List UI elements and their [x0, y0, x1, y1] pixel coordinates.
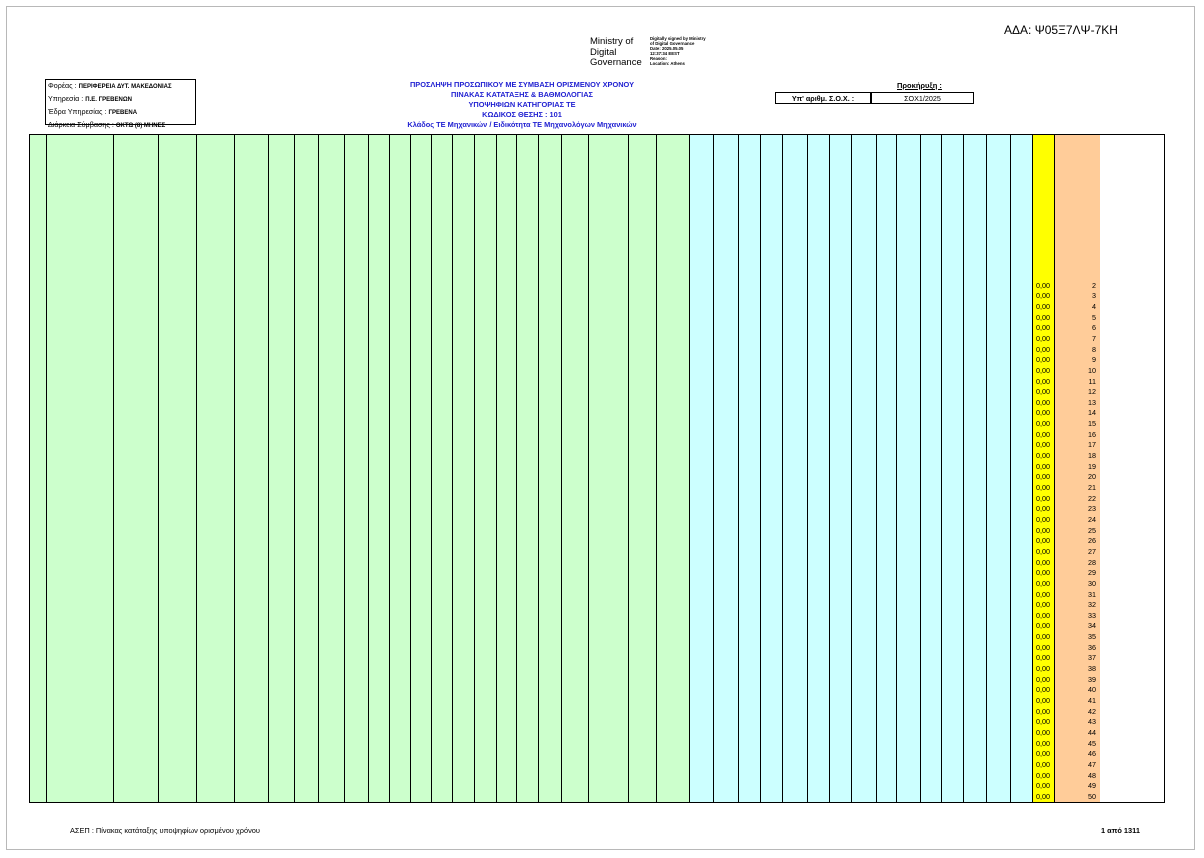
total-cell: 0,00	[1036, 387, 1050, 397]
column-header	[657, 148, 689, 256]
column-header	[47, 137, 113, 266]
table-column	[47, 135, 114, 802]
rank-cell: 6	[1092, 323, 1096, 333]
table-cell	[562, 270, 588, 279]
rank-cell: 18	[1088, 451, 1096, 461]
rank-cell: 46	[1088, 749, 1096, 759]
column-header	[942, 148, 963, 266]
total-cell: 0,00	[1036, 429, 1050, 439]
table-column	[453, 135, 475, 802]
document-page	[6, 6, 1195, 850]
table-cell	[830, 270, 851, 279]
rank-cell: 4	[1092, 301, 1096, 311]
table-cell	[657, 270, 689, 279]
table-cell	[197, 270, 234, 279]
table-column	[690, 135, 714, 802]
total-cell: 0,00	[1036, 355, 1050, 365]
total-cell: 0,00	[1036, 483, 1050, 492]
table-cell	[739, 270, 760, 279]
table-cell	[964, 270, 986, 279]
rank-cell: 15	[1088, 419, 1096, 429]
rank-cell: 28	[1088, 557, 1096, 567]
table-column	[877, 135, 897, 802]
column-number	[589, 258, 628, 268]
rank-cell: 25	[1088, 525, 1096, 535]
total-cell: 0,00	[1036, 610, 1050, 620]
rank-cell: 43	[1088, 717, 1096, 727]
column-header	[295, 137, 318, 266]
total-cell: 0,00	[1036, 365, 1050, 375]
rank-cell: 13	[1088, 397, 1096, 407]
column-header	[808, 148, 829, 266]
column-header	[987, 148, 1010, 266]
total-cell: 0,00	[1036, 546, 1050, 556]
column-header	[319, 148, 344, 256]
total-cell: 0,00	[1036, 759, 1050, 769]
rank-cell: 37	[1088, 653, 1096, 663]
column-header	[629, 148, 656, 256]
agency-info-box: Φορέας : ΠΕΡΙΦΕΡΕΙΑ ΔΥΤ. ΜΑΚΕΔΟΝΙΑΣ Υπηρεσία : Π.Ε. ΓΡΕΒΕΝΩΝ Έδρα Υπηρεσίας : ΓΡΕΒΕΝΑ Διάρκεια Σύμβασης : ΟΚΤΩ (8) ΜΗΝΕΣ	[45, 79, 196, 125]
total-cell: 0,00	[1036, 674, 1050, 684]
column-number	[411, 258, 431, 268]
column-header	[432, 148, 452, 256]
table-column	[30, 135, 47, 802]
column-header	[30, 137, 46, 266]
column-header	[539, 148, 561, 256]
table-column	[475, 135, 497, 802]
column-header	[369, 148, 389, 256]
rank-cell: 17	[1088, 440, 1096, 450]
total-cell: 0,00	[1036, 514, 1050, 524]
column-number	[629, 258, 656, 268]
total-cell: 0,00	[1036, 397, 1050, 407]
total-cell: 0,00	[1036, 408, 1050, 418]
column-number	[390, 258, 410, 268]
rank-cell: 31	[1088, 589, 1096, 599]
rank-cell: 44	[1088, 727, 1096, 737]
table-column	[657, 135, 690, 802]
rank-cell: 39	[1088, 674, 1096, 684]
rank-cell: 24	[1088, 514, 1096, 524]
table-cell	[517, 270, 538, 279]
rank-cell: 20	[1088, 472, 1096, 482]
total-cell: 0,00	[1036, 568, 1050, 578]
column-number	[369, 258, 389, 268]
table-cell	[114, 270, 158, 279]
table-column	[390, 135, 411, 802]
column-header	[964, 148, 986, 266]
table-cell	[690, 270, 713, 279]
column-header	[783, 148, 807, 266]
column-number	[657, 258, 689, 268]
table-column	[369, 135, 390, 802]
table-column	[269, 135, 295, 802]
table-column	[159, 135, 197, 802]
table-cell	[235, 270, 268, 279]
total-cell: 0,00	[1036, 727, 1050, 737]
table-cell	[295, 270, 318, 279]
table-column	[235, 135, 269, 802]
table-column	[197, 135, 235, 802]
table-column	[589, 135, 629, 802]
total-cell: 0,00	[1036, 504, 1050, 514]
column-header	[411, 148, 431, 256]
total-cell: 0,00	[1036, 632, 1050, 642]
total-cell: 0,00	[1036, 493, 1050, 503]
rank-cell: 19	[1088, 461, 1096, 471]
column-header	[589, 148, 628, 256]
total-cell: 0,00	[1036, 578, 1050, 588]
total-cell: 0,00	[1036, 664, 1050, 674]
rank-cell: 36	[1088, 642, 1096, 652]
column-number	[345, 258, 368, 268]
table-column	[497, 135, 517, 802]
rank-cell: 49	[1088, 781, 1096, 791]
total-cell: 0,00	[1036, 706, 1050, 716]
rank-cell: 48	[1088, 770, 1096, 780]
table-cell	[319, 270, 344, 279]
rank-cell: 10	[1088, 365, 1096, 375]
rank-cell: 45	[1088, 738, 1096, 748]
rank-cell: 38	[1088, 664, 1096, 674]
ada-code: ΑΔΑ: Ψ05Ξ7ΛΨ-7ΚΗ	[1004, 23, 1118, 37]
table-column	[539, 135, 562, 802]
table-cell	[921, 270, 941, 279]
column-header	[690, 148, 713, 266]
ministry-logo: Ministry of Digital Governance	[590, 36, 642, 68]
table-cell	[1055, 270, 1100, 279]
column-header	[1055, 137, 1100, 266]
table-column	[629, 135, 657, 802]
total-cell: 0,00	[1036, 589, 1050, 599]
table-column	[411, 135, 432, 802]
footer-caption: ΑΣΕΠ : Πίνακας κατάταξης υποψηφίων ορισμένου χρόνου	[70, 826, 260, 835]
table-cell	[987, 270, 1010, 279]
column-header	[921, 148, 941, 266]
total-cell: 0,00	[1036, 301, 1050, 311]
table-cell	[269, 270, 294, 279]
total-cell: 0,00	[1036, 717, 1050, 727]
total-cell: 0,00	[1036, 440, 1050, 450]
column-header	[345, 148, 368, 256]
table-column	[739, 135, 761, 802]
table-column	[1033, 135, 1055, 802]
column-header	[453, 148, 474, 256]
table-cell	[159, 270, 196, 279]
column-number	[562, 258, 588, 268]
column-number	[517, 258, 538, 268]
table-column	[987, 135, 1011, 802]
column-number	[319, 258, 344, 268]
rank-cell: 34	[1088, 621, 1096, 631]
total-cell: 0,00	[1036, 333, 1050, 343]
column-header	[761, 148, 782, 266]
table-column	[432, 135, 453, 802]
rank-cell: 11	[1088, 376, 1096, 386]
total-cell: 0,00	[1036, 312, 1050, 322]
page-counter: 1 από 1311	[1101, 826, 1140, 835]
total-cell: 0,00	[1036, 461, 1050, 471]
total-cell: 0,00	[1036, 557, 1050, 567]
table-cell	[808, 270, 829, 279]
table-cell	[629, 270, 656, 279]
table-column	[964, 135, 987, 802]
table-column	[852, 135, 877, 802]
table-column	[714, 135, 739, 802]
table-cell	[497, 270, 516, 279]
table-column	[897, 135, 921, 802]
column-header	[517, 148, 538, 256]
column-header	[475, 148, 496, 256]
rank-cell: 5	[1092, 312, 1096, 322]
column-header	[714, 148, 738, 266]
document-titles: ΠΡΟΣΛΗΨΗ ΠΡΟΣΩΠΙΚΟΥ ΜΕ ΣΥΜΒΑΣΗ ΟΡΙΣΜΕΝΟΥ ΧΡΟΝΟΥ ΠΙΝΑΚΑΣ ΚΑΤΑΤΑΞΗΣ & ΒΑΘΜΟΛΟΓΙΑΣ ΥΠΟΨΗΦΙΩΝ ΚΑΤΗΓΟΡΙΑΣ ΤΕ ΚΩΔΙΚΟΣ ΘΕΣΗΣ : 101 Κλάδος ΤΕ Μηχανικών / Ειδικότητα ΤΕ Μηχανολόγων Μηχανικών	[407, 80, 637, 129]
rank-cell: 41	[1088, 696, 1096, 705]
total-cell: 0,00	[1036, 770, 1050, 780]
table-column	[942, 135, 964, 802]
table-cell	[783, 270, 807, 279]
rank-cell: 27	[1088, 546, 1096, 556]
rank-cell: 9	[1092, 355, 1096, 365]
table-cell	[877, 270, 896, 279]
rank-cell: 21	[1088, 483, 1096, 492]
column-header	[114, 137, 158, 266]
table-cell	[539, 270, 561, 279]
rank-cell: 35	[1088, 632, 1096, 642]
table-cell	[942, 270, 963, 279]
total-cell: 0,00	[1036, 344, 1050, 354]
total-cell: 0,00	[1036, 749, 1050, 759]
column-header	[852, 148, 876, 266]
rank-cell: 42	[1088, 706, 1096, 716]
table-column	[562, 135, 589, 802]
column-header	[897, 148, 920, 266]
total-cell: 0,00	[1036, 600, 1050, 610]
rank-cell: 33	[1088, 610, 1096, 620]
total-cell: 0,00	[1036, 376, 1050, 386]
table-cell	[852, 270, 876, 279]
total-cell: 0,00	[1036, 323, 1050, 333]
column-header	[562, 148, 588, 256]
sox-value: ΣΟΧ1/2025	[871, 92, 974, 104]
total-cell: 0,00	[1036, 419, 1050, 429]
table-cell	[345, 270, 368, 279]
table-column	[761, 135, 783, 802]
table-cell	[47, 270, 113, 279]
table-column	[517, 135, 539, 802]
table-column	[114, 135, 159, 802]
total-cell: 0,00	[1036, 738, 1050, 748]
sox-label: Υπ' αριθμ. Σ.Ο.Χ. :	[775, 92, 871, 104]
rank-cell: 12	[1088, 387, 1096, 397]
table-cell	[411, 270, 431, 279]
column-number	[432, 258, 452, 268]
total-cell: 0,00	[1036, 642, 1050, 652]
rank-cell: 32	[1088, 600, 1096, 610]
table-column	[921, 135, 942, 802]
total-cell: 0,00	[1036, 291, 1050, 301]
table-cell	[453, 270, 474, 279]
total-cell: 0,00	[1036, 781, 1050, 791]
table-cell	[390, 270, 410, 279]
column-header	[235, 137, 268, 266]
table-column	[830, 135, 852, 802]
table-column	[808, 135, 830, 802]
total-cell: 0,00	[1036, 621, 1050, 631]
column-number	[475, 258, 496, 268]
table-cell	[432, 270, 452, 279]
table-column	[345, 135, 369, 802]
rank-cell: 29	[1088, 568, 1096, 578]
column-header	[1011, 148, 1032, 266]
total-cell: 0,00	[1036, 653, 1050, 663]
table-cell	[761, 270, 782, 279]
rank-cell: 30	[1088, 578, 1096, 588]
rank-cell: 7	[1092, 333, 1096, 343]
table-cell	[1011, 270, 1032, 279]
rank-cell: 3	[1092, 291, 1096, 301]
table-cell	[589, 270, 628, 279]
rank-cell: 50	[1088, 791, 1096, 801]
table-cell	[475, 270, 496, 279]
table-cell	[369, 270, 389, 279]
total-cell: 0,00	[1036, 791, 1050, 801]
table-column	[1011, 135, 1033, 802]
rank-cell: 8	[1092, 344, 1096, 354]
rank-cell: 47	[1088, 759, 1096, 769]
column-header	[877, 148, 896, 266]
column-header	[830, 148, 851, 266]
total-cell: 0,00	[1036, 525, 1050, 535]
total-cell: 0,00	[1036, 685, 1050, 695]
rank-cell: 40	[1088, 685, 1096, 695]
table-column	[783, 135, 808, 802]
column-header	[269, 137, 294, 266]
table-column	[1055, 135, 1100, 802]
rank-cell: 22	[1088, 493, 1096, 503]
rank-cell: 23	[1088, 504, 1096, 514]
prokiryxi-label: Προκήρυξη :	[897, 81, 942, 90]
column-header	[197, 137, 234, 266]
table-cell	[714, 270, 738, 279]
rank-cell: 16	[1088, 429, 1096, 439]
rank-cell: 14	[1088, 408, 1096, 418]
total-cell: 0,00	[1036, 472, 1050, 482]
rank-cell: 2	[1092, 280, 1096, 290]
total-cell: 0,00	[1036, 280, 1050, 290]
column-header	[1033, 148, 1054, 266]
ranking-table	[29, 134, 1165, 803]
table-cell	[1033, 270, 1054, 279]
column-number	[539, 258, 561, 268]
column-header	[390, 148, 410, 256]
column-header	[159, 137, 196, 266]
column-number	[497, 258, 516, 268]
table-cell	[897, 270, 920, 279]
column-header	[739, 148, 760, 266]
table-column	[295, 135, 319, 802]
total-cell: 0,00	[1036, 536, 1050, 546]
digital-signature: Digitally signed by Ministry of Digital Governance Date: 2025.05.05 12:37:34 EEST Reason: Location: Athens	[650, 36, 706, 67]
table-column	[319, 135, 345, 802]
column-header	[497, 148, 516, 256]
total-cell: 0,00	[1036, 451, 1050, 461]
total-cell: 0,00	[1036, 696, 1050, 705]
column-number	[453, 258, 474, 268]
rank-cell: 26	[1088, 536, 1096, 546]
